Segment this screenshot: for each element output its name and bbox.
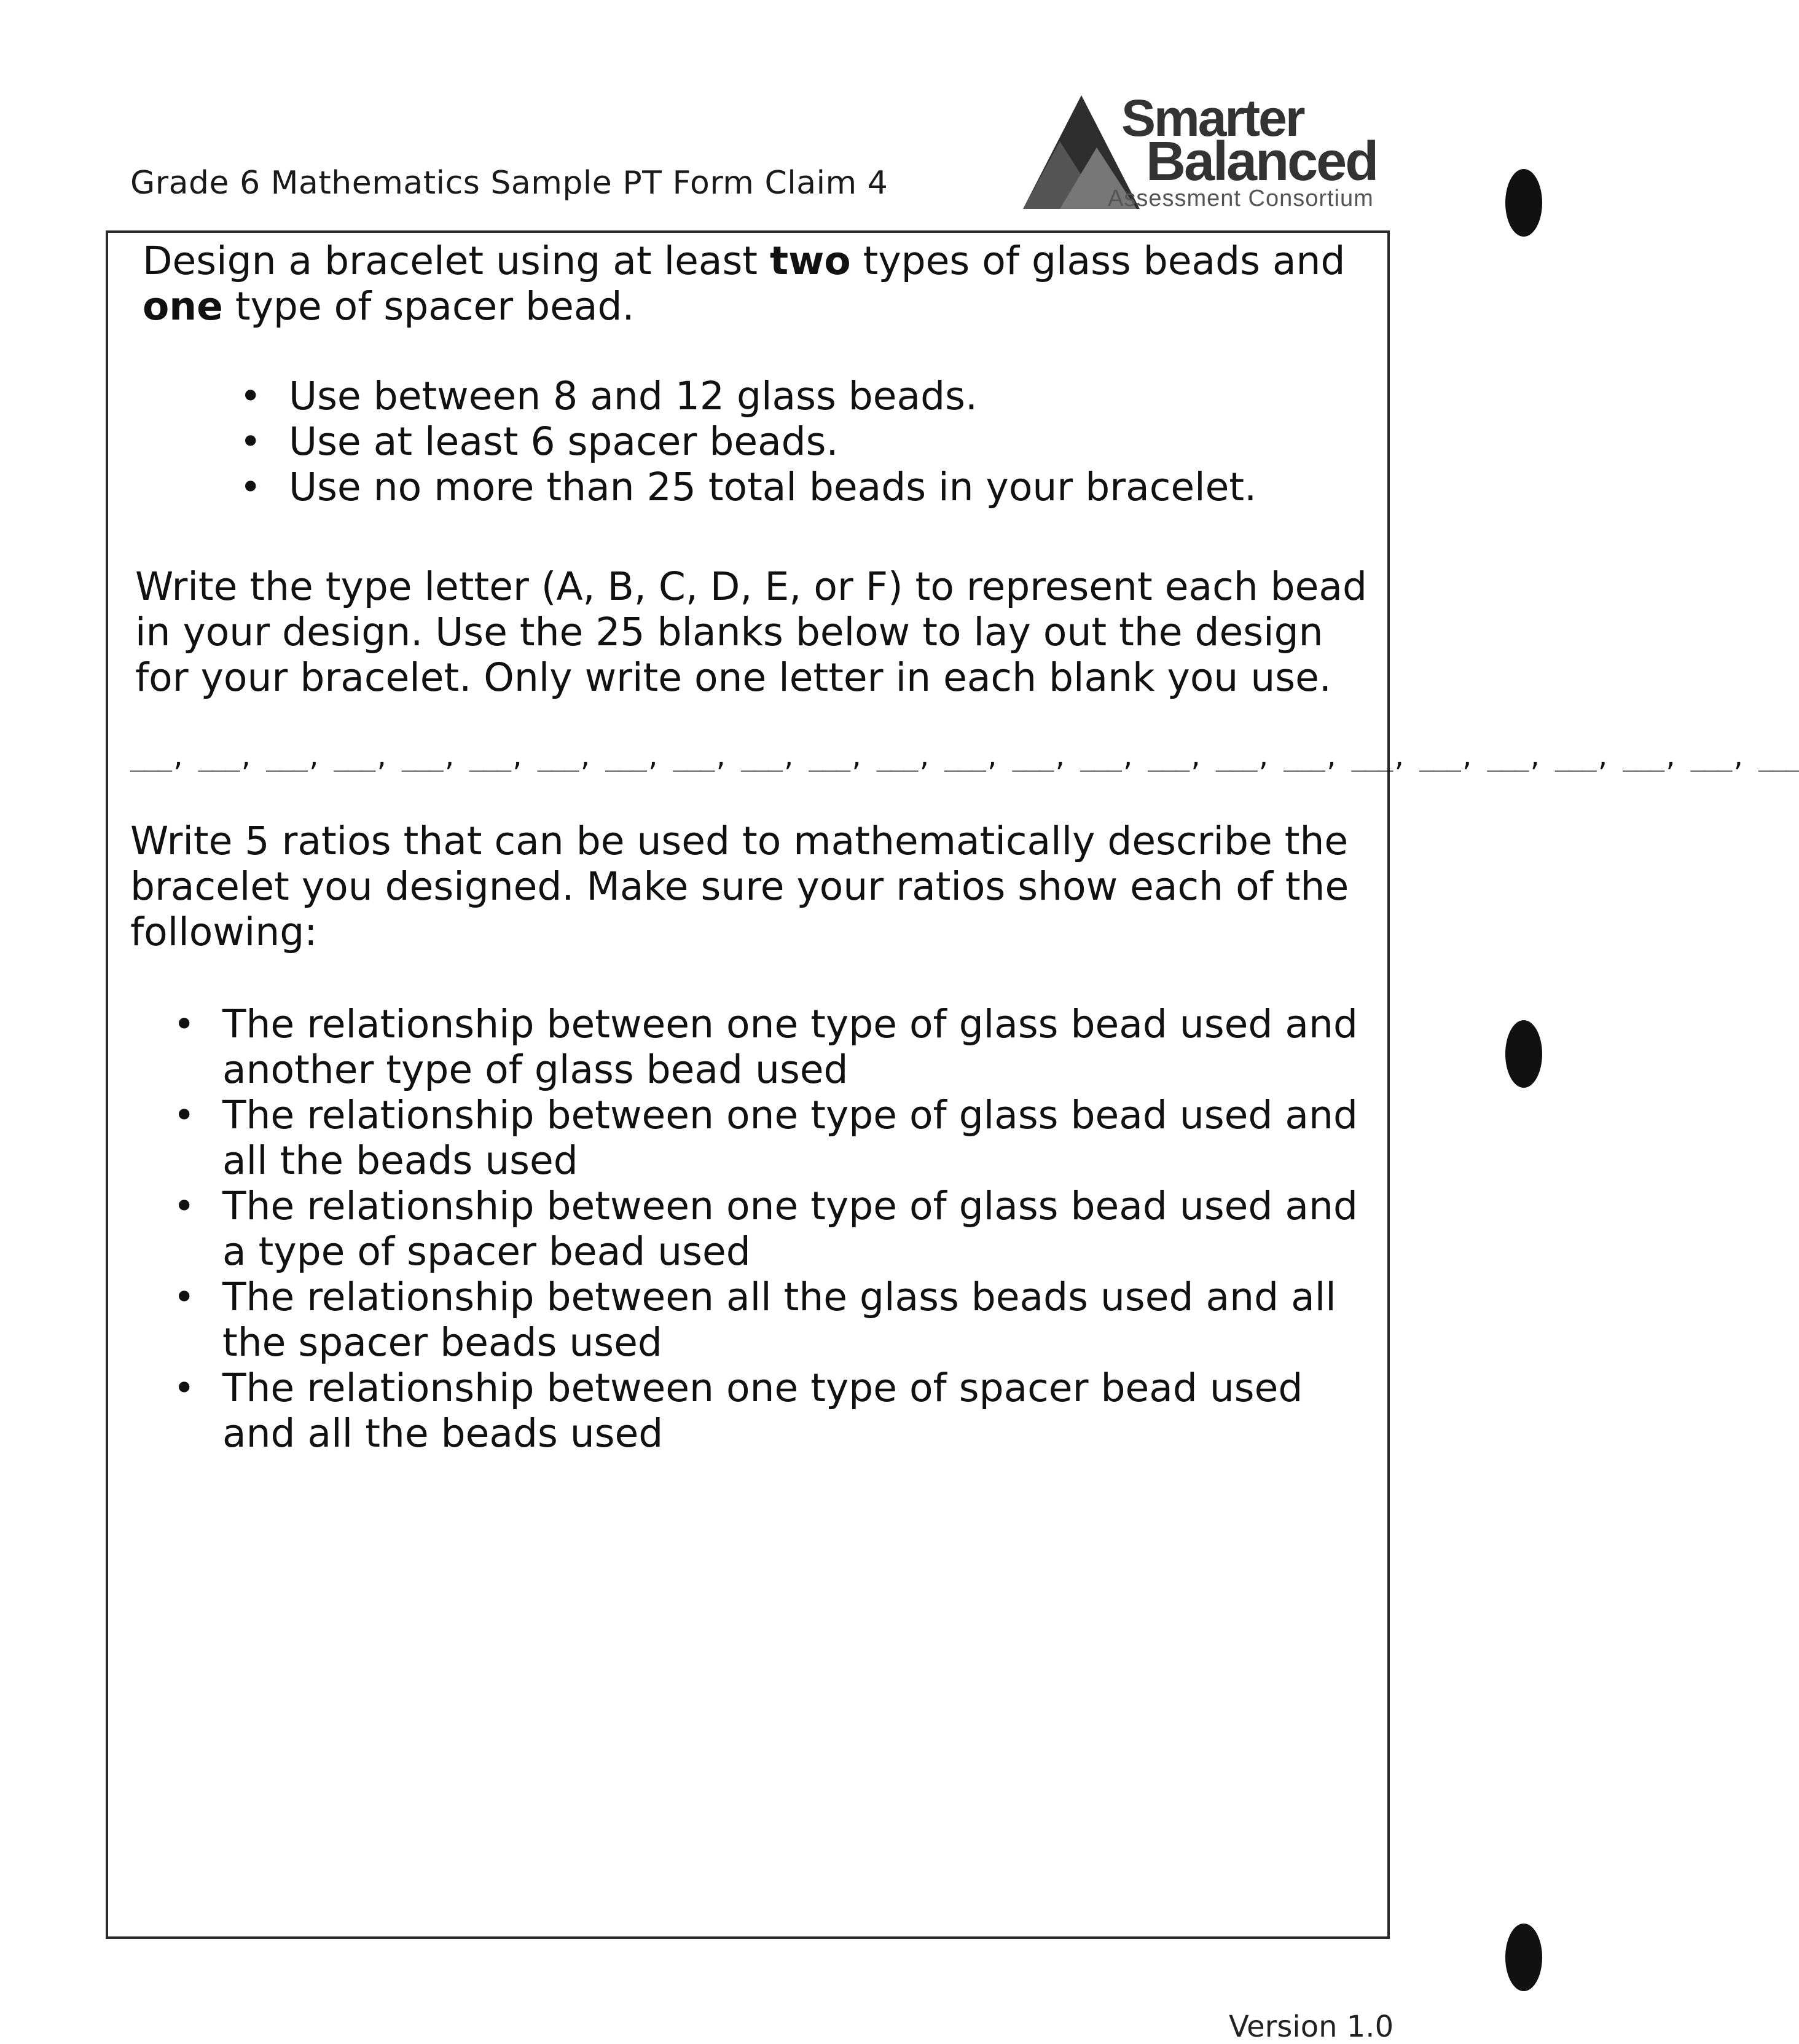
logo-text-balanced: Balanced (1146, 131, 1378, 192)
ratio-item: • The relationship between one type of glass bead used and another type of glass bead used (222, 1002, 1378, 1093)
rule-item: • Use at least 6 spacer beads. (289, 419, 1370, 465)
answer-blanks[interactable]: ___, ___, ___, ___, ___, ___, ___, ___, ___, ___, ___, ___, ___, ___, ___, ___, ___, ___, ___, ___, ___, ___, ___, ___, ___ (130, 744, 1799, 772)
page-header-title: Grade 6 Mathematics Sample PT Form Claim 4 (130, 165, 888, 202)
binder-hole (1505, 1020, 1542, 1088)
rules-list (289, 374, 1370, 510)
ratio-item: • The relationship between one type of glass bead used and a type of spacer bead used (222, 1184, 1378, 1275)
intro-text-2: types of glass beads and (850, 238, 1346, 283)
ratios-prompt: Write 5 ratios that can be used to mathematically describe the bracelet you designed. Make sure your ratios show each of the following: (130, 819, 1349, 954)
ratio-item: • The relationship between one type of glass bead used and all the beads used (222, 1093, 1378, 1184)
intro-text-3: type of spacer bead. (222, 284, 635, 329)
intro-bold-one: one (143, 284, 223, 329)
logo-text-consortium: Assessment Consortium (1108, 186, 1374, 211)
ratio-item: • The relationship between all the glass beads used and all the spacer beads used (222, 1275, 1378, 1366)
rule-item: • Use between 8 and 12 glass beads. (289, 374, 1370, 419)
intro-paragraph (143, 238, 1359, 329)
ratio-item: • The relationship between one type of spacer bead used and all the beads used (222, 1366, 1378, 1456)
smarter-balanced-logo (1023, 89, 1392, 215)
instructions-paragraph: Write the type letter (A, B, C, D, E, or F) to represent each bead in your design. Use the 25 blanks below to lay out the design for your bracelet. Only write one letter in each blank you use. (135, 564, 1368, 700)
binder-hole (1505, 1924, 1542, 1991)
ratios-list (222, 1002, 1378, 1456)
intro-bold-two: two (770, 238, 851, 283)
logo-text-smarter: Smarter (1121, 89, 1304, 147)
version-footer: Version 1.0 (1229, 2010, 1394, 2044)
intro-text-1: Design a bracelet using at least (143, 238, 770, 283)
binder-hole (1505, 169, 1542, 237)
rule-item: • Use no more than 25 total beads in your bracelet. (289, 465, 1370, 510)
